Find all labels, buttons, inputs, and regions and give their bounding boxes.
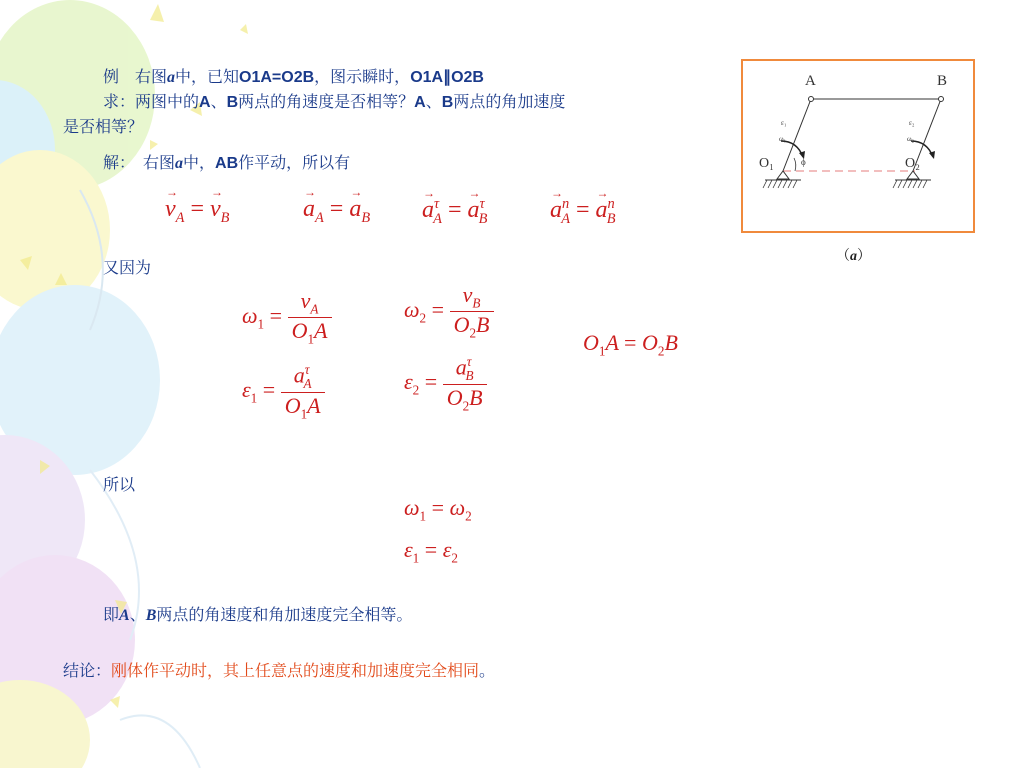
caption-letter: a [850,249,857,264]
problem-line-1 [103,66,484,89]
therefore-label: 所以 [103,475,136,494]
figure-ref: a [175,155,184,172]
problem-prefix: 例 右图 [103,67,168,86]
point-b-label: B [441,94,454,111]
conclusion-end: 。 [479,661,496,680]
diagram-label-a: A [805,73,816,89]
solution-text: 作平动，所以有 [238,153,351,172]
solution-text: 中， [183,153,216,172]
formula-omega2: $\omega_2$ = $\frac{v_B}{O_2B}$ [404,282,494,342]
formula-normal-accel-equal: → $a^n_A$ = → $a^n_B$ [550,196,616,228]
bar-ab-label: AB [215,155,239,172]
figure-ref: a [167,69,176,86]
figure-caption [836,245,871,265]
final-text: 即 [103,605,120,624]
formula-tangential-accel-equal: → $a^\tau_A$ = → $a^\tau_B$ [422,196,487,228]
diagram-label-b: B [937,73,948,89]
separator: 、 [129,605,146,624]
formula-epsilon2: $\varepsilon_2$ = $\frac{a^\tau_B}{O_2B}$ [404,354,487,414]
diagram-label-phi: ϕ [801,157,806,167]
formula-omega-equal: $\omega_1 = \omega_2$ [404,495,472,524]
formula-epsilon1: $\varepsilon_1$ = $\frac{a^\tau_A}{O_1A}$ [242,362,325,422]
point-a-label: A [199,94,211,111]
diagram-label-eps1: ε₁ [781,119,787,127]
conclusion-label: 结论： [63,661,112,680]
diagram-label-o2: O₂ [905,156,920,171]
mechanism-diagram [743,61,973,231]
separator: 、 [210,92,227,111]
diagram-label-o1: O₁ [759,156,774,171]
point-b-label: B [145,607,157,624]
formula-accel-equal: → $a_A$ = → $a_B$ [303,196,370,227]
point-b-label: B [226,94,239,111]
diagram-label-omega2: ω₂ [907,135,915,143]
problem-text: 求：两图中的 [103,92,200,111]
problem-text: 两点的角加速度 [453,92,566,111]
problem-text: ，图示瞬时， [314,67,411,86]
separator: 、 [425,92,442,111]
caption-paren: （ [836,249,850,264]
because-label: 又因为 [103,258,152,277]
point-a-label: A [119,607,130,624]
problem-text: 两点的角速度是否相等？ [238,92,415,111]
final-text: 两点的角速度和角加速度完全相等。 [156,605,413,624]
given-parallel: O1A∥O2B [410,69,484,86]
point-a-label: A [414,94,426,111]
given-equation: O1A=O2B [239,69,315,86]
problem-text: 中，已知 [175,67,240,86]
diagram-label-eps2: ε₂ [909,119,915,127]
final-statement [103,604,412,627]
solution-line [103,152,350,175]
problem-line-2 [103,91,565,114]
formula-epsilon-equal: $\varepsilon_1 = \varepsilon_2$ [404,537,458,566]
formula-equal-arms: $O_1A = O_2B$ [583,330,678,359]
conclusion [63,660,495,682]
formula-velocity-equal: → $v_A$ = → $v_B$ [165,196,229,227]
problem-line-3: 是否相等？ [63,117,144,136]
caption-paren: ） [857,249,871,264]
conclusion-body: 刚体作平动时，其上任意点的速度和加速度完全相同 [111,661,480,680]
formula-omega1: $\omega_1$ = $\frac{v_A}{O_1A}$ [242,288,332,348]
mechanism-figure [741,59,975,233]
diagram-label-omega1: ω₁ [779,135,787,143]
solution-text: 解： 右图 [103,153,176,172]
